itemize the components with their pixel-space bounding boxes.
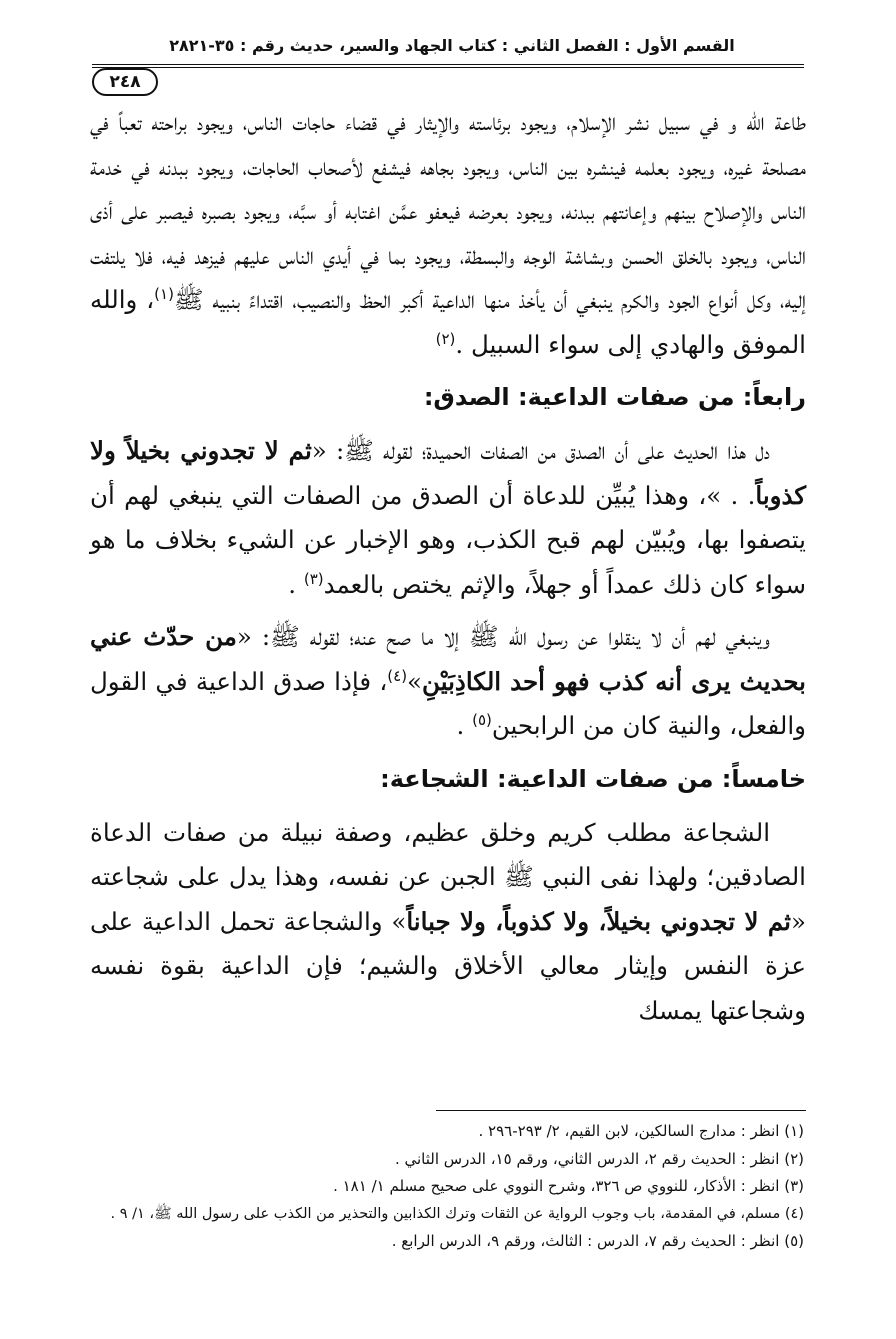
paragraph-text: دل هذا الحديث على أن الصدق من الصفات الحميدة؛ لقوله ﷺ: « — [311, 436, 770, 465]
footnote-ref-4[interactable]: (٤) — [387, 666, 408, 685]
paragraph-text: . — [288, 569, 304, 599]
body-text — [90, 100, 806, 1033]
footnote-ref-3[interactable]: (٣) — [303, 569, 324, 588]
footnote-ref-5[interactable]: (٥) — [472, 710, 492, 729]
footnote-3: (٣) انظر : الأذكار، للنووي ص ٣٢٦، وشرح النووي على صحيح مسلم ١/ ١٨١ . — [333, 1177, 804, 1195]
footnote-ref-2[interactable]: (٢) — [435, 329, 456, 348]
hadith-quote: ثم لا تجدوني بخيلاً، ولا كذوباً، ولا جباناً — [406, 906, 791, 936]
page-number: ٢٤٨ — [92, 68, 158, 96]
footnotes — [92, 1118, 804, 1256]
paragraph-text: ، والله الموفق والهادي إلى سواء السبيل . — [90, 285, 806, 359]
paragraph-text: وينبغي لهم أن لا ينقلوا عن رسول الله ﷺ إلا ما صح عنه؛ لقوله ﷺ: « — [236, 622, 770, 651]
footnote-rule — [436, 1110, 806, 1111]
paragraph-text: . . »، وهذا يُبيِّن للدعاة أن الصدق من الصفات التي ينبغي لهم أن يتصفوا بها، ويُبيّن لهم قبح الكذب، وهو الإخبار عن الشيء بخلاف ما هو سواء كان ذلك عمداً أو جهلاً، والإثم يختص بالعمد — [90, 480, 806, 599]
paragraph-text: الشجاعة مطلب كريم وخلق عظيم، وصفة نبيلة من صفات الدعاة الصادقين؛ ولهذا نفى النبي ﷺ الجبن عن نفسه، وهذا يدل على شجاعته « — [90, 817, 806, 936]
footnote-4: (٤) مسلم، في المقدمة، باب وجوب الرواية عن الثقات وترك الكذابين والتحذير من الكذب على رسول الله ﷺ، ١/ ٩ . — [110, 1205, 804, 1222]
paragraph-truthfulness — [90, 429, 806, 607]
footnote-5: (٥) انظر : الحديث رقم ٧، الدرس : الثالث، ورقم ٩، الدرس الرابع . — [391, 1232, 804, 1250]
paragraph-generosity — [90, 100, 806, 367]
section-heading-truthfulness: رابعاً: من صفات الداعية: الصدق: — [423, 383, 806, 411]
header-rule — [92, 64, 804, 68]
running-header: القسم الأول : الفصل الثاني : كتاب الجهاد والسير، حديث رقم : ٣٥-٢٨٢١ — [169, 36, 735, 55]
paragraph-text: ، فإذا صدق الداعية في القول والفعل، والنية كان من الرابحين — [90, 666, 806, 740]
footnote-ref-1[interactable]: (١) — [154, 284, 174, 303]
hadith-quote: من حدّث عني بحديث يرى أنه كذب فهو أحد الكاذِبَيْنِ — [90, 622, 806, 696]
section-heading-courage: خامساً: من صفات الداعية: الشجاعة: — [380, 764, 806, 793]
paragraph-text: » والشجاعة تحمل الداعية على عزة النفس وإيثار معالي الأخلاق والشيم؛ فإن الداعية بقوة نفسه وشجاعتها يمسك — [90, 906, 806, 1025]
hadith-quote: ثم لا تجدوني بخيلاً ولا كذوباً — [90, 436, 806, 510]
footnote-2: (٢) انظر : الحديث رقم ٢، الدرس الثاني، ورقم ١٥، الدرس الثاني . — [394, 1149, 804, 1168]
paragraph-narration — [90, 615, 806, 749]
paragraph-text: » — [407, 666, 423, 696]
footnote-1: (١) انظر : مدارج السالكين، لابن القيم، ٢/ ٢٩٣-٢٩٦ . — [478, 1122, 804, 1140]
paragraph-courage — [90, 811, 806, 1034]
paragraph-text: . — [456, 711, 473, 740]
paragraph-gap — [90, 607, 806, 615]
paragraph-text: طاعة الله و في سبيل نشر الإسلام، ويجود برئاسته والإيثار في قضاء حاجات الناس، ويجود براحته تعباً في مصلحة غيره، ويجود بعلمه فينشره بين الناس، ويجود بجاهه فيشفع لأصحاب الحاجات، ويجود ببدنه في خدمة الناس والإصلاح بينهم وإعانتهم ببدنه، ويجود بعرضه فيعفو عمَّن اغتابه أو سبَّه، ويجود بصبره فيصبر على أذى الناس، ويجود بالخلق الحسن وبشاشة الوجه والبسطة، ويجود بما في أيدي الناس عليهم فيزهد فيه، فلا يلتفت إليه، وكل أنواع الجود والكرم ينبغي أن يأخذ منها الداعية أكبر الحظ والنصيب، اقتداءً بنبيه ﷺ — [90, 107, 806, 314]
